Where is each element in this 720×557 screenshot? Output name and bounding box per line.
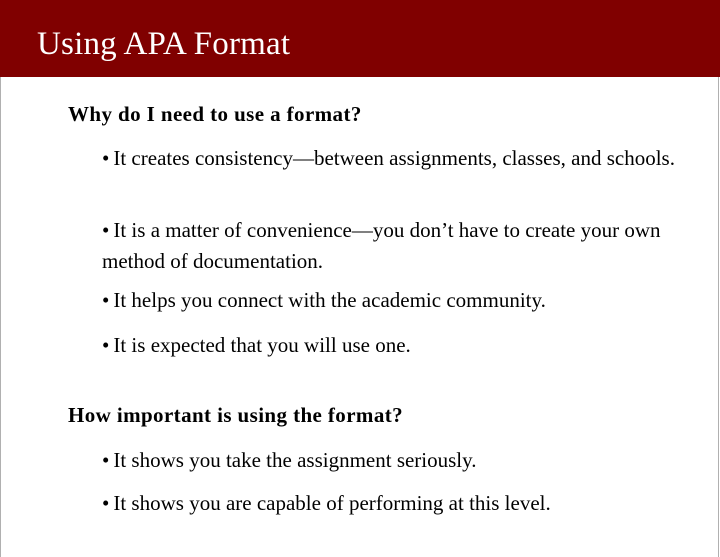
bullet-marker: • xyxy=(102,288,110,312)
bullet-text: It helps you connect with the academic community. xyxy=(113,288,546,312)
section-heading-why: Why do I need to use a format? xyxy=(68,102,362,126)
bullet-item xyxy=(102,330,682,361)
bullet-marker: • xyxy=(102,448,110,472)
bullet-text: It is a matter of convenience—you don’t have to create your own method of documentation. xyxy=(102,218,661,273)
bullet-item xyxy=(102,285,682,316)
bullet-item xyxy=(102,445,682,476)
slide-title: Using APA Format xyxy=(37,26,291,62)
bullet-text: It creates consistency—between assignments, classes, and schools. xyxy=(113,146,675,170)
bullet-text: It shows you take the assignment seriously. xyxy=(113,448,477,472)
bullet-marker: • xyxy=(102,146,110,170)
bullet-item xyxy=(102,215,682,277)
bullet-marker: • xyxy=(102,491,110,515)
bullet-item xyxy=(102,488,682,519)
bullet-item xyxy=(102,143,682,174)
bullet-text: It is expected that you will use one. xyxy=(113,333,411,357)
bullet-text: It shows you are capable of performing at this level. xyxy=(113,491,551,515)
section-heading-how: How important is using the format? xyxy=(68,403,404,427)
bullet-marker: • xyxy=(102,333,110,357)
title-bar xyxy=(0,0,720,77)
bullet-marker: • xyxy=(102,218,110,242)
